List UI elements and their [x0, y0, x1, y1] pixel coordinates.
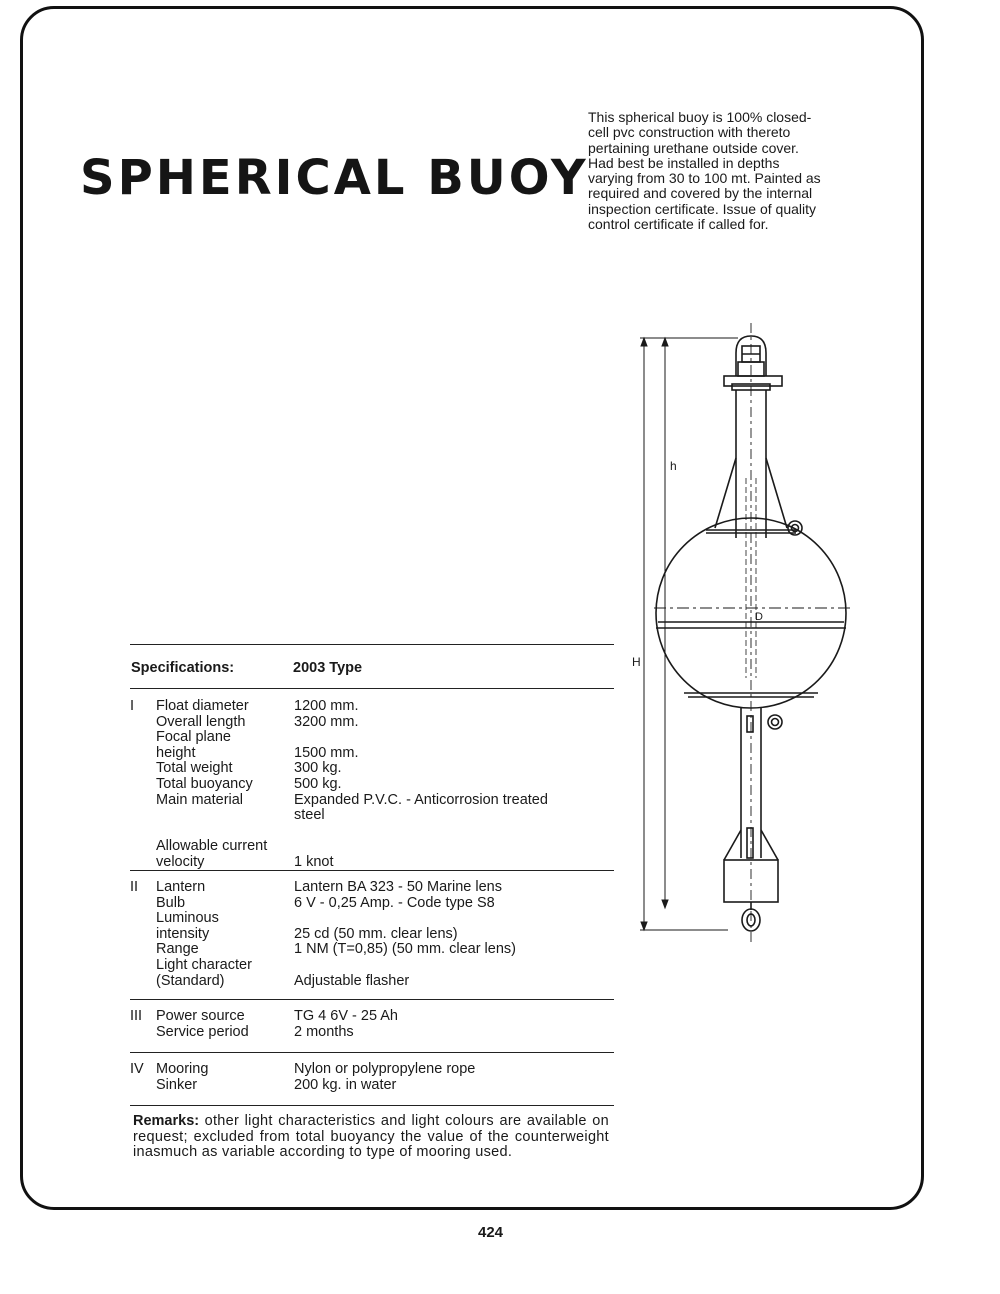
spec-value: 200 kg. in water [294, 1076, 397, 1093]
spec-row [130, 793, 614, 809]
spec-label: Bulb [156, 894, 186, 911]
spec-label: Total weight [156, 760, 233, 777]
spec-label: intensity [156, 925, 210, 942]
spec-label: Allowable current [156, 838, 268, 855]
spec-rows [130, 880, 614, 989]
spec-row [130, 896, 614, 912]
spec-rows [130, 1009, 614, 1040]
spec-value: 500 kg. [294, 775, 342, 792]
spec-label: Lantern [156, 879, 206, 895]
spec-group-1 [130, 699, 614, 871]
spec-row [130, 761, 614, 777]
remarks-text: other light characteristics and light colours are available on request; excluded from total buoyancy the value of the counterweight inasmuch as variable according to type of mooring used. [133, 1113, 609, 1161]
spec-value: 6 V - 0,25 Amp. - Code type S8 [294, 894, 495, 911]
page-number: 424 [478, 1224, 504, 1241]
spec-label: Overall length [156, 713, 246, 730]
spec-value: Nylon or polypropylene rope [294, 1061, 476, 1077]
spec-row [130, 699, 614, 715]
lower-mast [741, 708, 782, 858]
spec-header-rule [130, 688, 614, 689]
spec-value: 300 kg. [294, 760, 342, 777]
spec-label: Sinker [156, 1076, 198, 1093]
label-H: H [632, 655, 641, 669]
spec-value: Adjustable flasher [294, 972, 410, 989]
spec-value: 1 NM (T=0,85) (50 mm. clear lens) [294, 941, 516, 958]
spec-label: velocity [156, 853, 205, 870]
remarks-label: Remarks: [133, 1113, 200, 1129]
spec-row [130, 1025, 614, 1041]
spec-group-2 [130, 880, 614, 989]
spec-rule-3 [130, 1052, 614, 1053]
lantern [724, 336, 782, 390]
spec-label: Service period [156, 1023, 249, 1040]
buoy-drawing [620, 318, 870, 948]
label-D: D [755, 611, 763, 623]
spec-label: height [156, 744, 196, 761]
spec-label: Mooring [156, 1061, 209, 1077]
spec-row [130, 1062, 614, 1078]
spec-label: Luminous [156, 910, 219, 927]
spec-row [130, 715, 614, 731]
spec-value: steel [294, 807, 325, 824]
spec-rule-2 [130, 999, 614, 1000]
spec-top-rule [130, 644, 614, 645]
spec-value: Lantern BA 323 - 50 Marine lens [294, 879, 502, 895]
spec-value: 1500 mm. [294, 744, 359, 761]
spec-value: TG 4 6V - 25 Ah [294, 1008, 398, 1024]
spec-label: Range [156, 941, 199, 958]
spec-row [130, 746, 614, 762]
spec-row [130, 974, 614, 990]
spec-rows [130, 699, 614, 871]
spec-group-numeral: II [130, 879, 139, 895]
spec-row [130, 730, 614, 746]
spec-label: (Standard) [156, 972, 225, 989]
spec-row [130, 855, 614, 871]
spec-value: 3200 mm. [294, 713, 359, 730]
spec-group-numeral: IV [130, 1061, 144, 1077]
spec-group-numeral: I [130, 698, 135, 714]
upper-mast [715, 390, 802, 678]
spec-row [130, 942, 614, 958]
spec-row [130, 911, 614, 927]
intro-paragraph: This spherical buoy is 100% closed-cell pvc construction with thereto pertaining urethane outside cover. Had best be installed in depths varying from 30 to 100 mt. Painted as required and covered by the internal inspection certificate. Issue of quality control certificate if called for. [588, 109, 821, 233]
page-title: SPHERICAL BUOY [80, 150, 589, 206]
spec-row [130, 927, 614, 943]
dimension-lines [640, 338, 850, 930]
spec-header-label: Specifications: [131, 660, 235, 676]
spec-row [130, 808, 614, 824]
spec-row [130, 1009, 614, 1025]
spec-rows [130, 1062, 614, 1093]
spec-row [130, 777, 614, 793]
spec-value: 1 knot [294, 853, 334, 870]
spec-row [130, 958, 614, 974]
spec-row [130, 839, 614, 855]
remarks [133, 1114, 609, 1161]
spec-group-3 [130, 1009, 614, 1040]
spec-rule-4 [130, 1105, 614, 1106]
spec-row [130, 824, 614, 840]
spec-row [130, 1078, 614, 1094]
spec-group-4 [130, 1062, 614, 1093]
spec-value: 2 months [294, 1023, 354, 1040]
spec-label: Main material [156, 791, 244, 808]
spec-header-type: 2003 Type [293, 660, 363, 676]
spec-label: Float diameter [156, 698, 249, 714]
spec-label: Light character [156, 956, 252, 973]
spec-row [130, 880, 614, 896]
spec-group-numeral: III [130, 1008, 143, 1024]
spec-label: Total buoyancy [156, 775, 253, 792]
spec-value: 1200 mm. [294, 698, 359, 714]
spec-label: Focal plane [156, 729, 231, 746]
spec-value: 25 cd (50 mm. clear lens) [294, 925, 458, 942]
label-h: h [670, 459, 677, 473]
spec-label: Power source [156, 1008, 245, 1024]
spec-value: Expanded P.V.C. - Anticorrosion treated [294, 791, 548, 808]
spec-rule-1 [130, 870, 614, 871]
